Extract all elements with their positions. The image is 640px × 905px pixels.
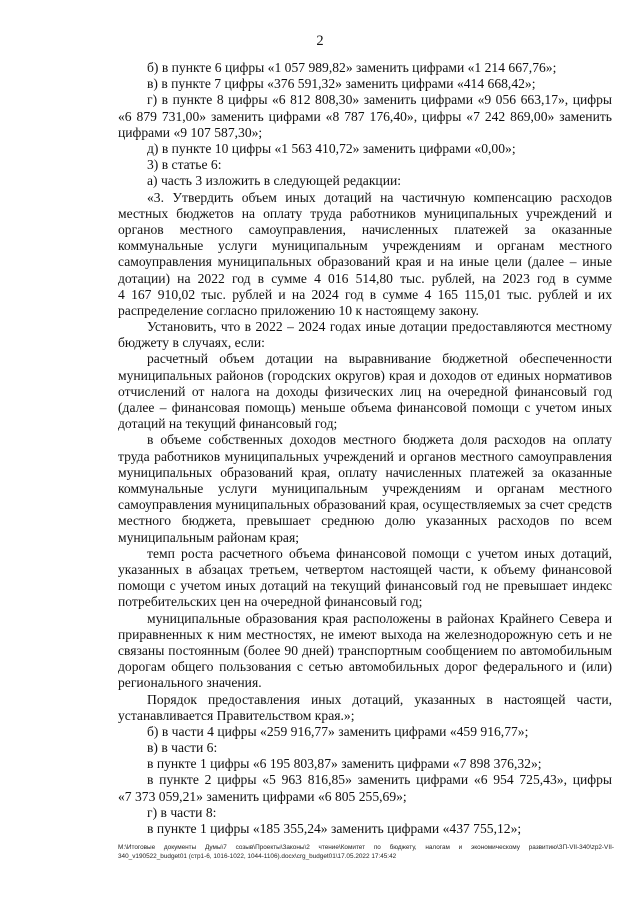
text-line: в пункте 1 цифры «6 195 803,87» заменить цифрами «7 898 376,32»;: [147, 756, 542, 772]
text-line: указанных в абзацах третьем, четвертом настоящей части, к объему финансовой: [118, 561, 612, 577]
text-line: цифрами «9 107 587,30»;: [118, 124, 263, 140]
text-line: в) в пункте 7 цифры «376 591,32» заменить цифрами «414 668,42»;: [147, 76, 536, 92]
page-number: 2: [316, 33, 324, 49]
text-line: муниципальных образований края, оплату начисленных платежей за оказанные: [118, 464, 612, 480]
text-line: Порядок предоставления иных дотаций, указанных в настоящей части,: [147, 691, 612, 707]
file-path-footer: 340_v190522_budget01 (стр1-6, 1016-1022, 1044-1106).docx\crg_budget01\17.05.2022 17:45:42: [118, 853, 397, 860]
text-line: расчетный объем дотации на выравнивание бюджетной обеспеченности: [147, 351, 612, 367]
text-line: г) в части 8:: [147, 804, 217, 820]
text-line: (далее – финансовая помощь) меньше объема финансовой помощи с учетом иных: [118, 400, 612, 415]
text-line: бюджету в случаях, если:: [118, 335, 265, 351]
text-line: органов местного самоуправления, начисленных платежей за оказанные: [118, 221, 612, 237]
text-line: «7 373 059,21» заменить цифрами «6 805 255,69»;: [118, 788, 407, 804]
text-line: местного бюджета, превышает среднюю долю указанных расходов по всем: [118, 513, 612, 529]
text-line: в пункте 2 цифры «5 963 816,85» заменить цифрами «6 954 725,43», цифры: [147, 772, 612, 788]
text-line: д) в пункте 10 цифры «1 563 410,72» заменить цифрами «0,00»;: [147, 141, 516, 156]
text-line: муниципальных районов (городских округов) края и доходов от единых нормативов: [118, 367, 612, 383]
text-line: приравненных к ним местностях, не имеют выхода на железнодорожную сеть и не: [118, 626, 612, 642]
text-line: в) в части 6:: [147, 740, 218, 755]
text-line: местных бюджетов на оплату труда работников муниципальных учреждений и: [118, 205, 612, 221]
text-line: муниципальные образования края расположены в районах Крайнего Севера и: [147, 610, 612, 626]
text-line: Установить, что в 2022 – 2024 годах иные дотации предоставляются местному: [147, 319, 612, 335]
text-line: б) в части 4 цифры «259 916,77» заменить цифрами «459 916,77»;: [147, 723, 529, 739]
text-line: самоуправления муниципальных образований края, осуществляемых за счет средств: [118, 497, 612, 513]
text-line: регионального значения.: [118, 675, 262, 691]
text-line: помощи с учетом иных дотаций на текущий финансовый год не превышает индекс: [118, 578, 612, 594]
text-line: коммунальные услуги муниципальным учреждениям и органам местного: [118, 481, 612, 496]
text-line: дотации) на 2022 год в сумме 4 016 514,80 тыс. рублей, на 2023 год в сумме: [118, 270, 612, 286]
text-line: связаны постоянным (более 90 дней) транспортным сообщением по автомобильным: [118, 642, 612, 658]
text-line: устанавливается Правительством края.»;: [118, 707, 355, 723]
text-line: 3) в статье 6:: [147, 157, 222, 173]
text-line: в объеме собственных доходов местного бюджета доля расходов на оплату: [147, 432, 612, 448]
text-line: труда работников муниципальных учреждений и органов местного самоуправления: [118, 448, 612, 464]
text-line: муниципальным районам края;: [118, 529, 299, 545]
text-line: «6 879 731,00» заменить цифрами «8 787 176,40», цифры «7 242 869,00» заменить: [118, 108, 612, 124]
text-line: «3. Утвердить объем иных дотаций на частичную компенсацию расходов: [147, 189, 612, 205]
text-line: самоуправления муниципальных образований края и на иные цели (далее – иные: [118, 254, 612, 270]
text-line: б) в пункте 6 цифры «1 057 989,82» заменить цифрами «1 214 667,76»;: [147, 60, 557, 75]
text-line: коммунальные услуги муниципальным учреждениям и органам местного: [118, 238, 612, 254]
text-line: потребительских цен на очередной финансовый год;: [118, 594, 423, 610]
text-line: г) в пункте 8 цифры «6 812 808,30» заменить цифрами «9 056 663,17», цифры: [147, 92, 612, 108]
text-line: распределение согласно приложению 10 к настоящему закону.: [118, 302, 479, 318]
file-path-footer: М:\Итоговые документы Думы\7 созыв\Проекты\Законы\2 чтение\Комитет по бюджету, налогам и экономическому развитию\ЗП-VII-340\zp2-VII-: [118, 844, 614, 851]
text-line: а) часть 3 изложить в следующей редакции:: [147, 173, 402, 189]
text-line: в пункте 1 цифры «185 355,24» заменить цифрами «437 755,12»;: [147, 821, 522, 836]
text-line: дотаций на текущий финансовый год;: [118, 416, 338, 432]
text-line: отчислений от налога на доходы физических лиц на очередной финансовый год: [118, 383, 612, 399]
text-line: темп роста расчетного объема финансовой помощи с учетом иных дотаций,: [147, 545, 612, 561]
text-line: дорогам общего пользования с сетью автомобильных дорог федерального и (или): [118, 659, 612, 675]
text-line: 4 167 910,02 тыс. рублей и на 2024 год в сумме 4 165 115,01 тыс. рублей и их: [118, 286, 612, 302]
